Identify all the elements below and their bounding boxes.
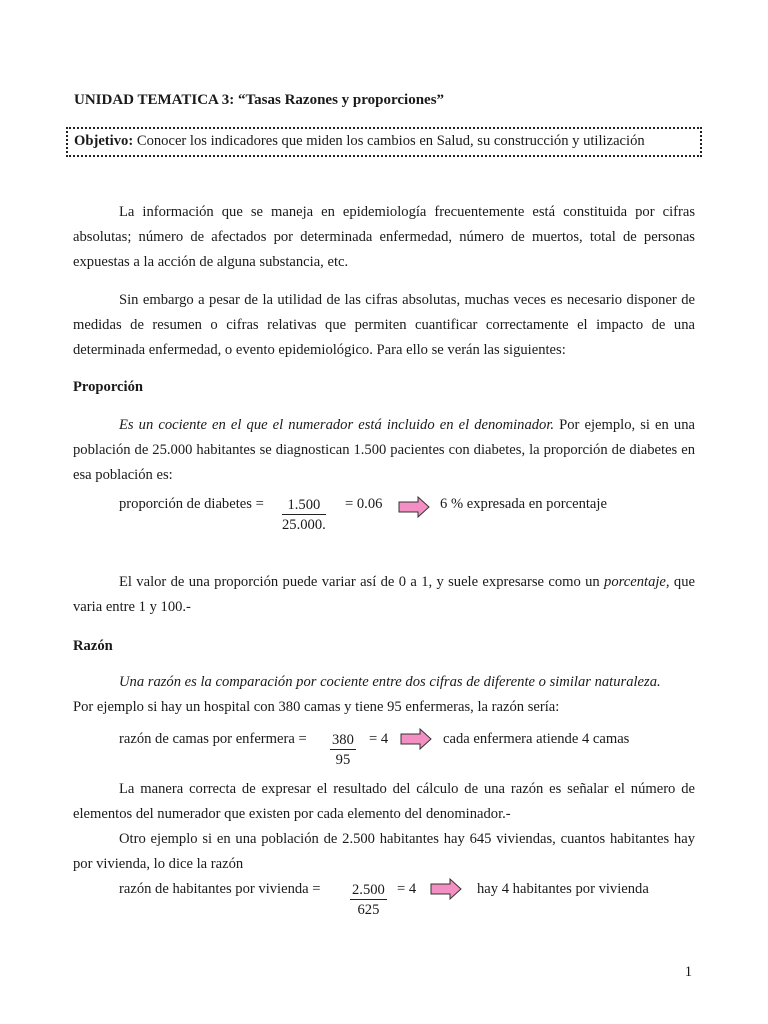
proporcion-note-text: El valor de una proporción puede variar así de 0 a 1, y suele expresarse como un (119, 574, 605, 590)
intro-paragraph-2-text: Sin embargo a pesar de la utilidad de las cifras absolutas, muchas veces es necesario disponer de medidas de resumen o cifras relativas que permiten cuantificar correctamente el impacto de una determinada enfermedad, o evento epidemiológico. Para ello se verán las siguientes: (73, 292, 695, 358)
right-arrow-icon (430, 878, 462, 900)
proporcion-denominator: 25.000. (282, 517, 326, 533)
razon-denominator-1: 95 (335, 752, 351, 768)
razon-result-2: = 4 (397, 881, 417, 897)
proporcion-example: Por ejemplo, si en una población de 25.000 habitantes se diagnostican 1.500 pacientes con diabetes, la proporción de diabetes en esa población es: (73, 417, 695, 483)
proporcion-note (73, 570, 695, 620)
razon-conclusion-2: hay 4 habitantes por vivienda (477, 881, 649, 897)
razon-explanation-text: La manera correcta de expresar el resultado del cálculo de una razón es señalar el número de elementos del numerador que existen por cada elemento del denominador.- (73, 781, 695, 822)
proporcion-heading: Proporción (73, 379, 143, 395)
proporcion-paragraph (73, 413, 695, 488)
objective-label: Objetivo: (74, 133, 134, 149)
razon-denominator-2: 625 (357, 902, 380, 918)
razon-heading: Razón (73, 638, 113, 654)
proporcion-note-end: que varia entre 1 y 100.- (73, 574, 695, 615)
intro-paragraph-2 (73, 288, 695, 363)
proporcion-definition: Es un cociente en el que el numerador está incluido en el denominador. (119, 417, 555, 433)
razon-explanation (73, 777, 695, 877)
razon-fraction-1 (330, 731, 356, 770)
right-arrow-icon (400, 728, 432, 750)
razon-formula2-label: razón de habitantes por vivienda = (119, 881, 321, 897)
proporcion-conclusion: 6 % expresada en porcentaje (440, 496, 607, 512)
razon-example-2: Otro ejemplo si en una población de 2.500 habitantes hay 645 viviendas, cuantos habitantes hay por vivienda, lo dice la razón (73, 831, 695, 872)
proporcion-formula-label: proporción de diabetes = (119, 496, 264, 512)
objective-box (66, 127, 702, 157)
razon-definition: Una razón es la comparación por cociente entre dos cifras de diferente o similar naturaleza. (119, 674, 661, 690)
razon-paragraph (73, 670, 695, 720)
razon-numerator-2: 2.500 (352, 882, 385, 898)
objective-text: Conocer los indicadores que miden los cambios en Salud, su construcción y utilización (136, 133, 645, 149)
razon-numerator-1: 380 (332, 732, 354, 748)
proporcion-result: = 0.06 (345, 496, 383, 512)
razon-result-1: = 4 (369, 731, 389, 747)
razon-conclusion-1: cada enfermera atiende 4 camas (443, 731, 630, 747)
razon-formula1-label: razón de camas por enfermera = (119, 731, 307, 747)
intro-paragraph-1-text: La información que se maneja en epidemiología frecuentemente está constituida por cifras absolutas; número de afectados por determinada enfermedad, número de muertos, total de personas expuestas a la acción de alguna substancia, etc. (73, 204, 695, 270)
proporcion-fraction (282, 496, 326, 535)
intro-paragraph-1 (73, 200, 695, 275)
razon-example: Por ejemplo si hay un hospital con 380 camas y tiene 95 enfermeras, la razón sería: (73, 699, 560, 715)
document-title: UNIDAD TEMATICA 3: “Tasas Razones y proporciones” (74, 92, 445, 108)
right-arrow-icon (398, 496, 430, 518)
proporcion-note-italic: porcentaje, (604, 574, 670, 590)
page-number: 1 (684, 964, 692, 980)
proporcion-numerator: 1.500 (282, 496, 326, 515)
razon-fraction-2 (350, 881, 387, 920)
